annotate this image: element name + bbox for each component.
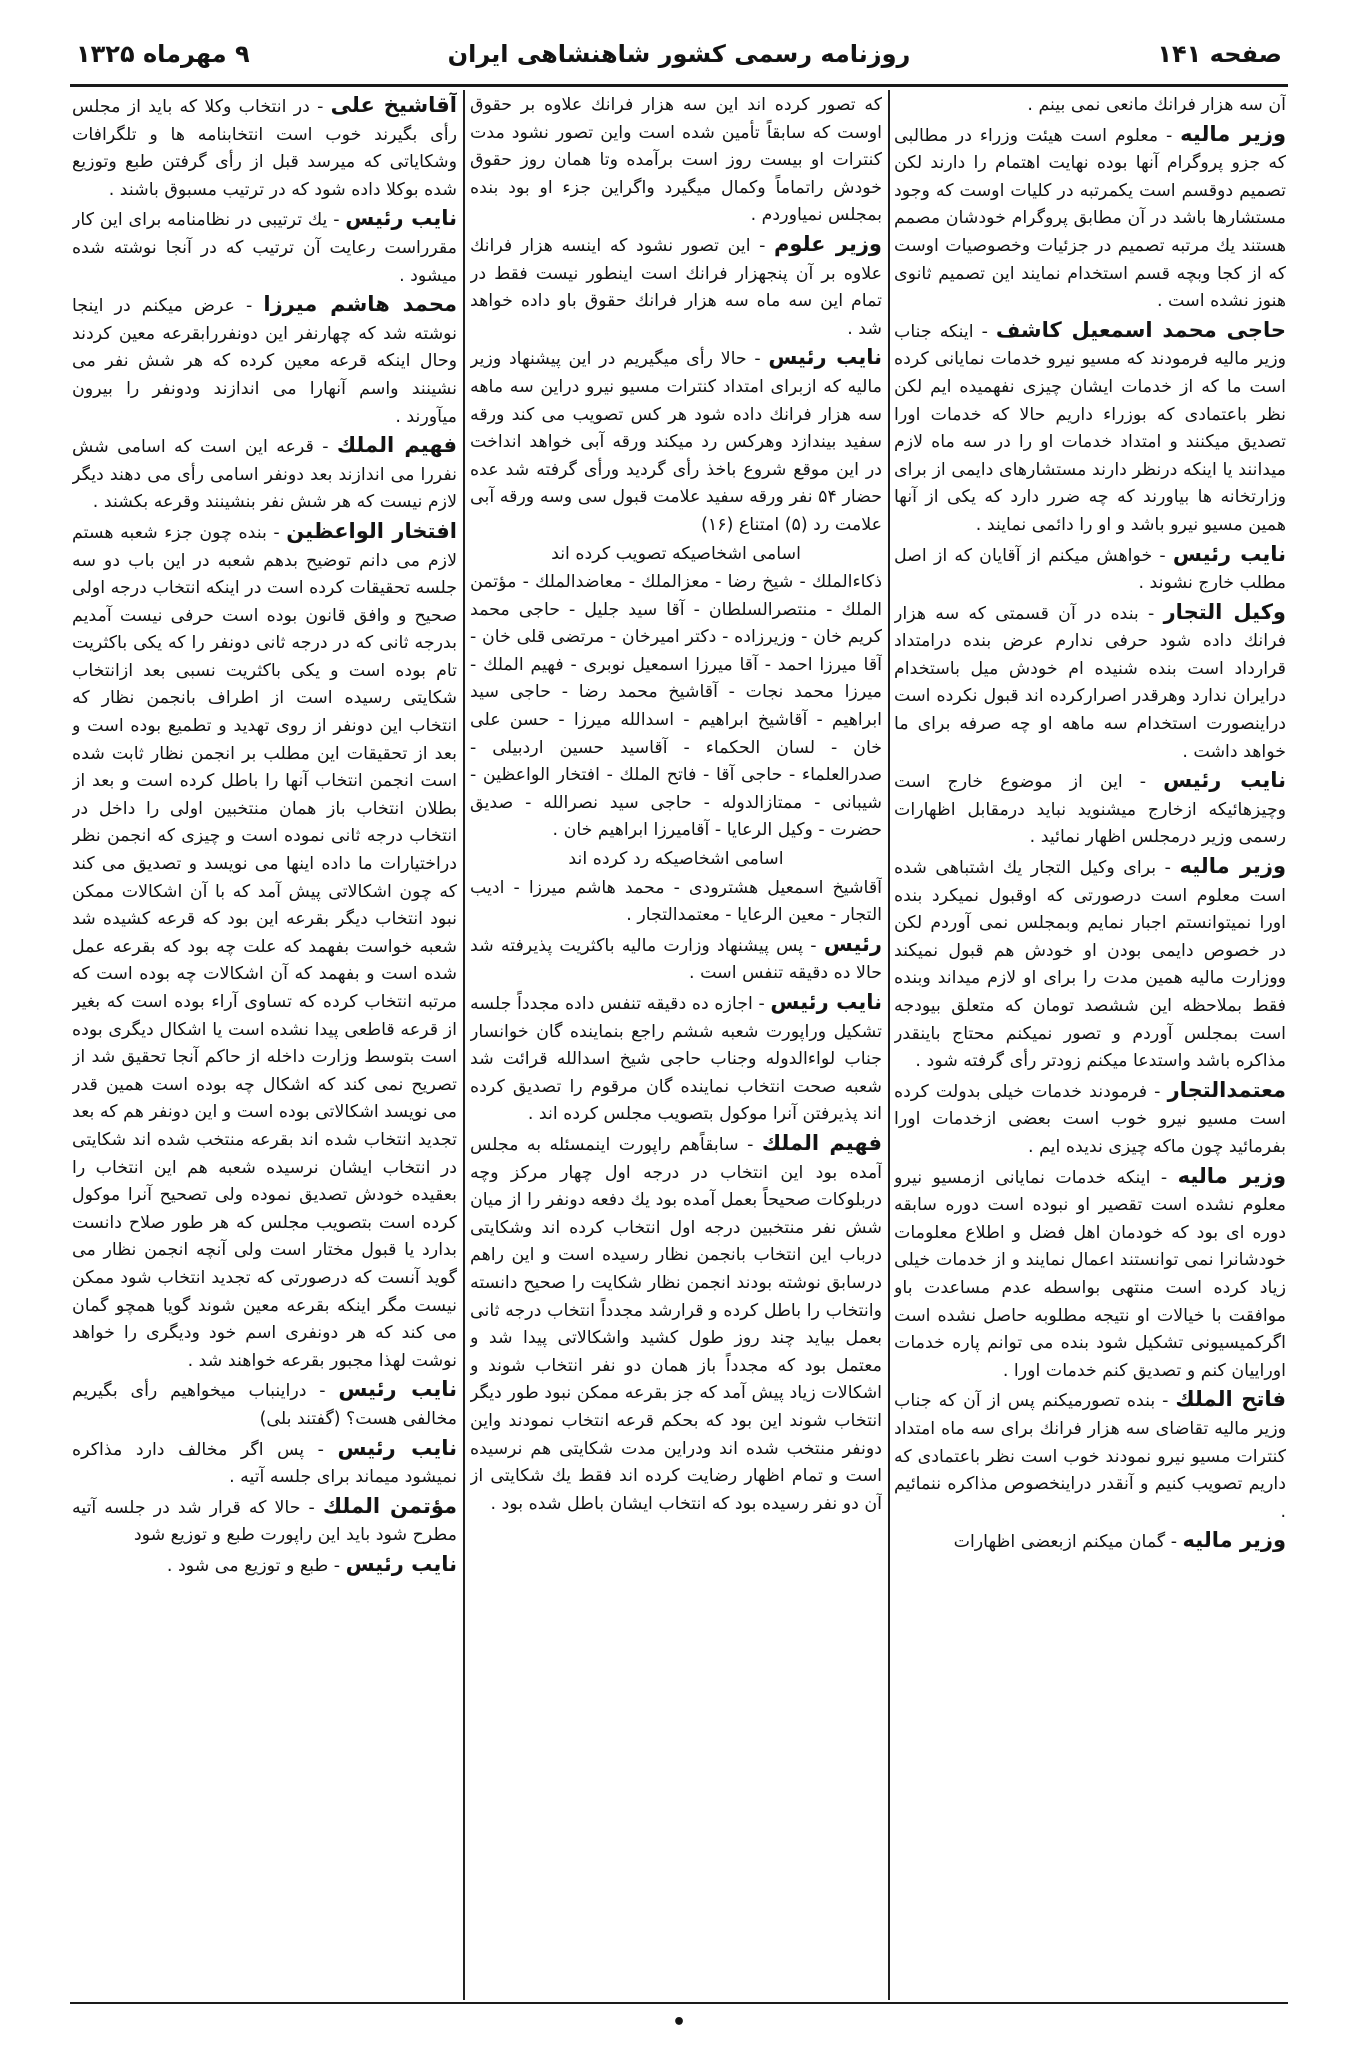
paragraph bbox=[72, 291, 457, 431]
paragraph-text: - پس پیشنهاد وزارت مالیه باکثریت پذیرفته شد حالا ده دقیقه تنفس است . bbox=[470, 935, 882, 984]
speaker-name: آقاشیخ علی bbox=[330, 93, 457, 117]
speaker-name: وکیل التجار bbox=[1163, 599, 1286, 624]
paragraph-text: که تصور کرده اند این سه هزار فرانك علاوه بر حقوق اوست که سابقاً تأمین شده است واین تصور نشود مدت کنترات او بیست روز است برآمده وتا همان روز حقوق خودش راتماماً وکمال میگیرد واگراین جزء او بود بنده بمجلس نمیاوردم . bbox=[470, 95, 882, 226]
speaker-name: فهیم الملك bbox=[336, 433, 457, 458]
paragraph bbox=[470, 344, 882, 539]
paragraph-text: - بنده تصورمیکنم پس از آن که جناب وزیر مالیه تقاضای سه هزار فرانك برای سه ماه امتداد کنترات مسیو نیرو نمودند خوب است نظر باعتمادی که داریم تصویب کنیم و آنقدر دراینخصوص مذاکره ننمائیم . bbox=[894, 1391, 1286, 1522]
column-middle bbox=[470, 92, 882, 1996]
paragraph-text: - اجازه ده دقیقه تنفس داده مجدداً جلسه تشکیل وراپورت شعبه ششم راجع بنماینده گان خوانسار جناب لواءالدوله وجناب حاجی شیخ اسدالله قرائت شد شعبه صحت انتخاب نماینده گان مرقوم را تصدیق کرده اند پذیرفتن آنرا موکول بتصویب مجلس کرده اند . bbox=[470, 994, 882, 1125]
paragraph-text: - این تصور نشود که اینسه هزار فرانك علاوه بر آن پنجهزار فرانك است اینطور نیست فقط در تمام این سه ماه سه هزار فرانك حقوق باو داده خواهد شد . bbox=[470, 235, 882, 339]
paragraph-text: آن سه هزار فرانك مانعی نمی بینم . bbox=[1027, 95, 1286, 115]
paragraph-text: - بنده در آن قسمتی که سه هزار فرانك داده شود حرفی ندارم عرض بنده درامتداد قرارداد است بنده شنیده ام خودش میل باستخدام درایران ندارد وهرقدر اصرارکرده اند قبول نکرده است دراینصورت استخدام سه ماهه او چه صرفه برای ما خواهد داشت . bbox=[894, 603, 1286, 762]
speaker-name: وزیر علوم bbox=[774, 231, 882, 256]
paragraph bbox=[470, 569, 882, 845]
speaker-name: مؤتمن الملك bbox=[322, 1493, 457, 1518]
footer-rule bbox=[70, 2002, 1288, 2004]
column-divider-left bbox=[463, 90, 465, 2000]
paragraph-text: ذکاءالملك - شیخ رضا - معزالملك - معاضدالملك - مؤتمن الملك - منتصرالسلطان - آقا سید جلیل - حاجی محمد کریم خان - وزیرزاده - دکتر امیرخان - مرتضی قلی خان - آقا میرزا احمد - آقا میرزا اسمعیل نوبری - فهیم الملك - میرزا محمد نجات - آقاشیخ محمد رضا - حاجی سید ابراهیم - آقاشیخ ابراهیم - اسدالله میرزا - حسن علی خان - لسان الحکماء - آقاسید حسین اردبیلی - صدرالعلماء - حاجی آقا - فاتح الملك - افتخار الواعظین - شیبانی - ممتازالدوله - حاجی سید نصرالله - صدیق حضرت - وکیل الرعایا - آقامیرزا ابراهیم خان . bbox=[470, 572, 882, 841]
paragraph-text: - معلوم است هیئت وزراء در مطالبی که جزو پروگرام آنها بوده نهایت اهتمام را دارند لکن تصمیم دوقسم است یکمرتبه در کلیات اوست که وجود مستشارها باشد در آن مطابق پروگرام خودشان مصمم هستند یك مرتبه تصمیم در جزئیات وخصوصیات اوست که از کجا وبچه قسم استخدام نمایند این تصمیم ثانوی هنوز نشده است . bbox=[894, 125, 1286, 312]
speaker-name: نایب رئیس bbox=[345, 1551, 457, 1576]
paragraph-text: - عرض میکنم در اینجا نوشته شد که چهارنفر این دونفررابقرعه معین کردند وحال اینکه قرعه معین کرده که هر شش نفر می نشینند واسم آنهارا می اندازند ودونفر را بیرون میآورند . bbox=[72, 296, 457, 427]
paragraph bbox=[894, 1077, 1286, 1162]
paragraph bbox=[72, 1493, 457, 1550]
paragraph-text: - خواهش میکنم از آقایان که از اصل مطلب خارج نشوند . bbox=[894, 545, 1286, 594]
paragraph-text: اسامی اشخاصیکه تصویب کرده اند bbox=[551, 543, 801, 564]
paragraph bbox=[894, 767, 1286, 852]
paragraph bbox=[894, 1163, 1286, 1386]
paragraph-text: - اینکه خدمات نمایانی ازمسیو نیرو معلوم نشده است تقصیر او نبوده است دوره سابقه دوره ای بود که خودمان اهل فضل و اطلاع معلومات خودشانرا نمی توانستند اعمال نمایند و از خدمات خیلی زیاد کرده است منتهی بواسطه عدم مساعدت باو موافقت با خیالات او نتیجه مطلوبه حاصل نشده است اگرکمیسیونی تشکیل شود بنده می توانم پاره خدمات اوراییان کنم و تصدیق کنم خدمات اورا . bbox=[894, 1167, 1286, 1381]
paragraph-text: - قرعه این است که اسامی شش نفررا می اندازند بعد دونفر اسامی رأی می دهند دیگر لازم نیست که هر شش نفر بنشینند وقرعه بکشند . bbox=[72, 437, 457, 513]
speaker-name: فاتح الملك bbox=[1175, 1387, 1286, 1412]
paragraph-text: آقاشیخ اسمعیل هشترودی - محمد هاشم میرزا - ادیب التجار - معین الرعایا - معتمدالتجار . bbox=[470, 877, 882, 926]
speaker-name: وزیر مالیه bbox=[1177, 1163, 1286, 1188]
paragraph-text: - فرمودند خدمات خیلی بدولت کرده است مسیو نیرو خوب است بعضی ازخدمات اورا بفرمائید چون ماکه چیزی ندیده ایم . bbox=[894, 1081, 1286, 1157]
paragraph-text: - یك ترتیبی در نظامنامه برای این کار مقرراست رعایت آن ترتیب که در آنجا نوشته شده میشود . bbox=[72, 210, 457, 286]
paragraph bbox=[72, 205, 457, 290]
paragraph bbox=[894, 541, 1286, 598]
speaker-name: نایب رئیس bbox=[1163, 768, 1286, 793]
speaker-name: وزیر مالیه bbox=[1179, 854, 1286, 879]
paragraph-text: - حالا رأی میگیریم در این پیشنهاد وزیر مالیه که ازبرای امتداد کنترات مسیو نیرو دراین سه ماهه سه هزار فرانك داده شود هر کس تصویب می کند ورقه سفید بیندازد وهرکس رد میکند ورقه آبی خواهد انداخت در این موقع شروع باخذ رأی گردید ورأی گرفته شد عده حضار ۵۴ نفر ورقه سفید علامت قبول سی وسه ورقه آبی علامت رد (۵) امتناع (۱۶) bbox=[470, 349, 882, 535]
paragraph bbox=[470, 875, 882, 930]
issue-date: ۹ مهرماه ۱۳۲۵ bbox=[76, 40, 250, 68]
newspaper-title: روزنامه رسمی کشور شاهنشاهی ایران bbox=[447, 40, 911, 68]
speaker-name: وزیر مالیه bbox=[1182, 1528, 1286, 1553]
paragraph bbox=[470, 931, 882, 988]
paragraph bbox=[470, 92, 882, 230]
paragraph-text: - برای وکیل التجار یك اشتباهی شده است معلوم است درصورتی که اوقبول نمیکرد بنده اورا نمیتوانستم اجبار نمایم وبمجلس نمی آوردم لکن در خصوص دایمی بودن او خودش هم قبول نمیکند ووزارت مالیه همین مدت را برای او لازم میداند وبنده فقط بملاحظه این ششصد تومان که متعلق بیودجه است بمجلس آوردم و تصور نمیکنم محتاج باینقدر مذاکره باشد واستدعا میکنم زودتر رأی گرفته شود . bbox=[894, 858, 1286, 1072]
paragraph bbox=[72, 92, 457, 204]
paragraph bbox=[470, 231, 882, 343]
paragraph bbox=[72, 518, 457, 1375]
paragraph-text: اسامی اشخاصیکه رد کرده اند bbox=[568, 849, 784, 870]
column-divider-right bbox=[888, 90, 890, 2000]
page-number: صفحه ۱۴۱ bbox=[1157, 40, 1282, 68]
paragraph-text: - حالا که قرار شد در جلسه آتیه مطرح شود باید این راپورت طبع و توزیع شود bbox=[72, 1497, 457, 1546]
paragraph bbox=[894, 1386, 1286, 1526]
column-right bbox=[894, 92, 1286, 1996]
paragraph bbox=[894, 599, 1286, 767]
paragraph bbox=[470, 846, 882, 874]
speaker-name: محمد هاشم میرزا bbox=[263, 292, 457, 317]
speaker-name: افتخار الواعظین bbox=[286, 518, 457, 543]
paragraph bbox=[894, 317, 1286, 540]
footer-mark: • bbox=[671, 2010, 687, 2035]
speaker-name: نایب رئیس bbox=[768, 345, 882, 370]
paragraph bbox=[72, 432, 457, 517]
paragraph-text: - بنده چون جزء شعبه هستم لازم می دانم توضیح بدهم شعبه در این باب دو سه جلسه تحقیقات کرده است در اینکه انتخاب درجه اولی صحیح و وافق قانون بوده است حرفی نیست آمدیم بدرجه ثانی که در درجه ثانی دونفر را که یکی باکثریت تام بوده است و یکی باکثریت نسبی بعد ازانتخاب شکایتی رسیده است از اطراف بانجمن نظار که انتخاب این دونفر از روی تهدید و تطمیع بوده است و بعد از تحقیقات این مطلب بر انجمن نظار ثابت شده است انجمن انتخاب آنها را باطل کرده است و بعد از بطلان انتخاب باز همان منتخبین اولی را داخل در انتخاب درجه ثانی نموده است و چیزی که انجمن نظر دراختیارات ما داده اینها می نویسد و تصدیق می کند که چون اشکالاتی پیش آمد که با آن اشکالات ممکن نبود انتخاب دیگر بقرعه این بود که قرعه کشیده شد شعبه خواست بفهمد که علت چه بود که بقرعه عمل شده است و بفهمد که آن اشکالات چه بوده است که مرتبه انتخاب کرده که تساوی آراء بوده است که بغیر از قرعه قاطعی پیدا نشده است یا اشکال دیگری بوده است بتوسط وزارت داخله از حاکم آنجا تحقیق شد از تصریح نمی کند که اشکال چه بوده است همین قدر می نویسد اشکالاتی بوده است و این دونفر هم که بعد تجدید انتخاب شده اند بقرعه منتخب شده اند شکایتی در انتخاب ایشان نرسیده شعبه هم این انتخاب را بعقیده خودش تصدیق نموده ولی تصحیح آنرا موکول کرده است بتصویب مجلس که هر طور صلاح دانست بدارد یا قبول مختار است ولی آنچه انجمن نظار می گوید آنست که درصورتی که تجدید انتخاب شود ممکن نیست مگر اینکه بقرعه معین شوند گویا همچو گمان می کند که هر دونفری اسم خود ودیگری را خواهد نوشت لهذا مجبور بقرعه خواهند شد . bbox=[72, 522, 457, 1371]
column-left bbox=[72, 92, 457, 1996]
paragraph-text: - طبع و توزیع می شود . bbox=[166, 1555, 346, 1576]
paragraph bbox=[894, 92, 1286, 120]
paragraph-text: - سابقاًهم راپورت اینمسئله به مجلس آمده بود این انتخاب در درجه اول چهار مرکز وچه دربلوکات صحیحاً بعمل آمده بود یك دفعه دونفر را از میان شش نفر منتخبین درجه اول انتخاب کرده اند وشکایتی درباب این انتخاب بانجمن نظار رسیده است و این راهم درسابق نوشته بودند انجمن نظار شکایت را صحیح دانسته وانتخاب را باطل کرده و قرارشد مجدداً انتخاب درجه ثانی بعمل بیاید چند روز طول کشید واشکالاتی پیدا شد و معتمل بود که مجدداً باز همان دو نفر انتخاب شوند و اشکالات زیاد پیش آمد که جز بقرعه ممکن نبود طور دیگر انتخاب شوند این بود که بحکم قرعه انتخاب نمودند واین دونفر منتخب شده اند ودراین مدت شکایتی هم نرسیده است و تمام اظهار رضایت کرده اند فقط یك شکایتی از آن دو نفر رسیده بود که انتخاب ایشان باطل شده بود . bbox=[470, 1134, 882, 1514]
header-rule bbox=[70, 84, 1288, 87]
paragraph bbox=[470, 541, 882, 569]
paragraph-text: - پس اگر مخالف دارد مذاکره نمیشود میماند برای جلسه آتیه . bbox=[72, 1439, 457, 1488]
paragraph bbox=[894, 121, 1286, 316]
speaker-name: رئیس bbox=[823, 931, 882, 956]
speaker-name: وزیر مالیه bbox=[1180, 121, 1286, 146]
speaker-name: حاجی محمد اسمعیل کاشف bbox=[995, 317, 1286, 342]
paragraph bbox=[894, 1527, 1286, 1557]
paragraph bbox=[470, 1130, 882, 1518]
speaker-name: نایب رئیس bbox=[1172, 541, 1286, 566]
paragraph bbox=[894, 853, 1286, 1076]
paragraph bbox=[72, 1551, 457, 1581]
speaker-name: معتمدالتجار bbox=[1167, 1077, 1286, 1102]
paragraph-text: - گمان میکنم ازبعضی اظهارات bbox=[953, 1532, 1183, 1553]
page-header bbox=[70, 36, 1288, 80]
speaker-name: نایب رئیس bbox=[345, 206, 457, 231]
paragraph bbox=[72, 1376, 457, 1433]
paragraph bbox=[470, 989, 882, 1129]
paragraph-text: - این از موضوع خارج است وچیزهائیکه ازخارج میشنوید نباید درمقابل اظهارات رسمی وزیر درمجلس اظهار نمائید . bbox=[894, 772, 1286, 848]
speaker-name: فهیم الملك bbox=[761, 1130, 882, 1155]
speaker-name: نایب رئیس bbox=[337, 1435, 457, 1460]
paragraph-text: - اینکه جناب وزیر مالیه فرمودند که مسیو نیرو خدمات نمایانی کرده است ما که از خدمات ایشان چیزی نفهمیده ایم لکن نظر باعتمادی که بوزراء داریم حالا که خدمات اورا تصدیق میکنند و امتداد خدمات او را در سه ماه لازم میدانند یا اینکه درنظر دارند مستشارهای دایمی از برای وزارتخانه ها بیاورند که چه ضرر دارد که یکی از آنها همین مسیو نیرو باشد و او را دائمی نمایند . bbox=[894, 321, 1286, 535]
speaker-name: نایب رئیس bbox=[338, 1377, 457, 1402]
paragraph-text: - در انتخاب وکلا که باید از مجلس رأی بگیرند خوب است انتخابنامه ها و تلگرافات وشکایاتی که میرسد قبل از رأی گرفتن طبع وتوزیع شده بوکلا داده شود که در ترتیب مسبوق باشند . bbox=[72, 97, 457, 200]
paragraph-text: - دراینباب میخواهیم رأی بگیریم مخالفی هست؟ (گفتند بلی) bbox=[72, 1381, 457, 1429]
paragraph bbox=[72, 1435, 457, 1492]
speaker-name: نایب رئیس bbox=[770, 990, 882, 1014]
